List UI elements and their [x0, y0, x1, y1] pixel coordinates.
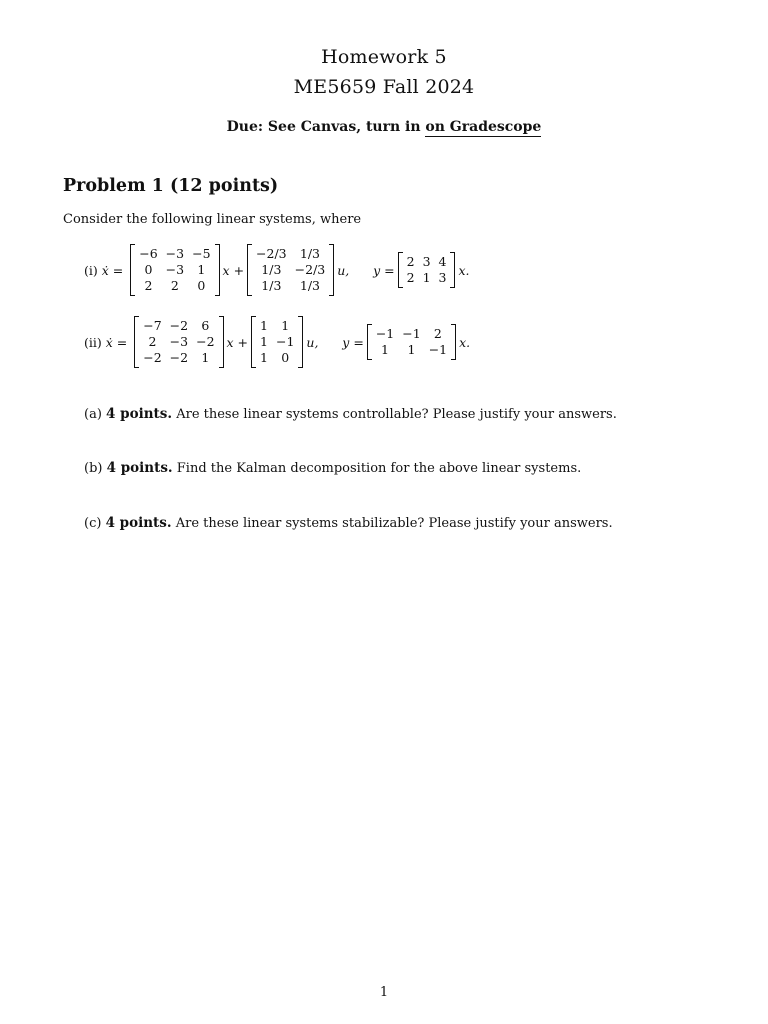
system-i-xdot: ẋ — [101, 262, 109, 278]
matrix-row — [403, 254, 451, 270]
matrix-entry: 1/3 — [261, 278, 282, 293]
due-line — [0, 119, 768, 135]
matrix-entry: 3 — [422, 254, 431, 269]
system-i-x-period: x. — [458, 262, 470, 278]
due-prefix: Due: See Canvas, turn in — [226, 119, 426, 135]
system-i-label: (i) — [84, 262, 98, 278]
matrix-entry: 6 — [201, 318, 210, 333]
matrix-entry: −6 — [139, 246, 158, 261]
matrix-row — [139, 318, 218, 334]
part-a-text: Are these linear systems controllable? Please justify your answers. — [176, 407, 617, 422]
matrix-entry: 2 — [170, 278, 179, 293]
part-b — [84, 460, 581, 476]
matrix-entry: 0 — [197, 278, 206, 293]
matrix-entry: −1 — [402, 326, 421, 341]
system-i-y-equals: y = — [373, 262, 395, 278]
matrix-entry: −2 — [169, 318, 189, 333]
matrix-entry: −2 — [196, 334, 215, 349]
doc-title-line1: Homework 5 — [321, 46, 447, 68]
matrix-entry: 1 — [407, 342, 416, 357]
matrix-row — [256, 350, 298, 366]
matrix-entry: 2 — [433, 326, 442, 341]
system-ii-u: u, — [306, 334, 319, 350]
matrix-row — [256, 318, 298, 334]
matrix-row — [135, 262, 214, 278]
matrix-entry: −2/3 — [256, 246, 287, 261]
matrix-entry: −1 — [428, 342, 448, 357]
matrix-entry: 1/3 — [261, 262, 282, 277]
matrix-entry: −2 — [143, 350, 162, 365]
part-b-text: Find the Kalman decomposition for the above linear systems. — [176, 461, 582, 476]
matrix-entry: −1 — [375, 326, 395, 341]
system-ii-x-period: x. — [459, 334, 471, 350]
matrix-entry: 1 — [260, 350, 268, 365]
part-c-points: 4 points. — [105, 515, 172, 531]
part-a-label: (a) — [84, 407, 102, 422]
system-i-x-plus: x + — [222, 262, 245, 278]
system-ii-matrix-b — [251, 316, 303, 368]
system-ii-y-equals: y = — [342, 334, 364, 350]
matrix-entry: −3 — [169, 334, 189, 349]
matrix-entry: −3 — [165, 262, 185, 277]
matrix-entry: 2 — [144, 278, 153, 293]
matrix-entry: 2 — [148, 334, 157, 349]
matrix-entry: −1 — [275, 334, 295, 349]
gradescope-link[interactable]: on Gradescope — [425, 119, 542, 135]
system-i-equation — [84, 244, 470, 296]
part-b-points: 4 points. — [106, 460, 173, 476]
system-ii-equals: = — [112, 334, 132, 350]
matrix-entry: 1 — [201, 350, 210, 365]
matrix-row — [372, 342, 451, 358]
matrix-row — [256, 334, 298, 350]
problem-1-intro: Consider the following linear systems, where — [63, 212, 362, 227]
matrix-entry: −7 — [143, 318, 162, 333]
system-ii-matrix-c — [367, 324, 456, 360]
matrix-entry: 1 — [381, 342, 389, 357]
system-i-u: u, — [337, 262, 350, 278]
system-i-equals: = — [108, 262, 128, 278]
system-i-matrix-a — [130, 244, 219, 296]
matrix-entry: −5 — [192, 246, 211, 261]
system-ii-x-plus: x + — [226, 334, 249, 350]
system-ii-label: (ii) — [84, 334, 102, 350]
matrix-row — [135, 246, 214, 262]
part-c — [84, 515, 613, 531]
matrix-row — [372, 326, 451, 342]
matrix-entry: 1 — [422, 270, 431, 285]
matrix-entry: 1/3 — [299, 246, 320, 261]
part-a — [84, 406, 617, 422]
part-c-label: (c) — [84, 516, 102, 531]
system-i-matrix-b — [247, 244, 334, 296]
matrix-entry: −3 — [165, 246, 185, 261]
problem-1-heading: Problem 1 (12 points) — [63, 176, 279, 196]
matrix-entry: 1 — [281, 318, 290, 333]
matrix-entry: −2 — [169, 350, 189, 365]
matrix-row — [403, 270, 451, 286]
system-ii-matrix-a — [134, 316, 223, 368]
matrix-row — [252, 278, 329, 294]
system-i-matrix-c — [398, 252, 456, 288]
part-a-points: 4 points. — [106, 406, 173, 422]
matrix-entry: 3 — [438, 270, 447, 285]
matrix-entry: 2 — [406, 254, 415, 269]
doc-title-line2: ME5659 Fall 2024 — [293, 76, 475, 98]
matrix-entry: 4 — [438, 254, 447, 269]
matrix-entry: 1 — [260, 318, 268, 333]
matrix-entry: 1 — [197, 262, 206, 277]
matrix-entry: 1/3 — [299, 278, 320, 293]
matrix-entry: −2/3 — [294, 262, 326, 277]
matrix-entry: 2 — [406, 270, 415, 285]
matrix-entry: 0 — [281, 350, 290, 365]
matrix-entry: 1 — [260, 334, 268, 349]
part-b-label: (b) — [84, 461, 103, 476]
page-number: 1 — [379, 985, 389, 1000]
matrix-row — [139, 334, 218, 350]
system-ii-equation — [84, 316, 470, 368]
matrix-row — [252, 246, 329, 262]
system-ii-xdot: ẋ — [105, 334, 113, 350]
part-c-text: Are these linear systems stabilizable? Please justify your answers. — [175, 516, 613, 531]
matrix-row — [252, 262, 329, 278]
matrix-row — [139, 350, 218, 366]
matrix-row — [135, 278, 214, 294]
matrix-entry: 0 — [144, 262, 153, 277]
